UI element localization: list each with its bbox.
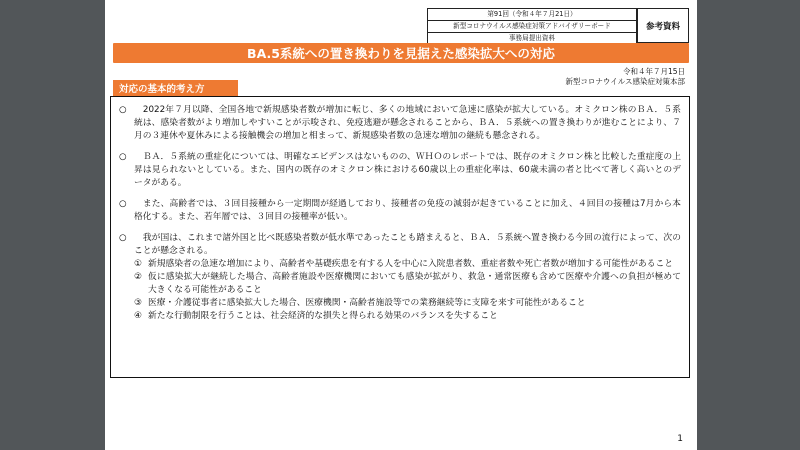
concern-list — [134, 258, 681, 323]
list-item — [134, 271, 681, 297]
document-title: BA.5系統への置き換わりを見据えた感染拡大への対応 — [113, 43, 689, 63]
list-item — [134, 297, 681, 310]
bullet-mark: ○ — [119, 233, 127, 243]
meeting-info-table — [427, 8, 637, 45]
paragraph — [119, 232, 681, 323]
item-number: ④ — [134, 311, 142, 321]
meeting-line: 第91回（令和４年７月21日） — [428, 9, 637, 21]
bullet-mark: ○ — [119, 105, 127, 115]
item-text: 医療・介護従事者に感染拡大した場合、医療機関・高齢者施設等での業務継続等に支障を来す可能性があること — [148, 298, 586, 308]
document-page — [105, 0, 697, 450]
item-number: ① — [134, 259, 142, 269]
date-block — [565, 67, 685, 87]
paragraph-text: ＢＡ．５系統の重症化については、明確なエビデンスはないものの、ＷＨＯのレポートでは、既存のオミクロン株と比較した重症度の上昇は見られないとしている。また、国内の既存のオミクロン株における60歳以上の重症化率は、60歳未満の者と比べて著しく高いとのデータがある。 — [134, 152, 681, 188]
paragraph — [119, 151, 681, 190]
organization: 新型コロナウイルス感染症対策本部 — [565, 77, 685, 86]
issue-date: 令和４年７月15日 — [622, 67, 685, 76]
content-box — [110, 96, 690, 378]
list-item — [134, 258, 681, 271]
item-number: ③ — [134, 298, 142, 308]
paragraph-intro: 我が国は、これまで諸外国と比べ既感染者数が低水準であったことも踏まえると、ＢＡ．５系統へ置き換わる今回の流行によって、次のことが懸念される。 — [134, 233, 681, 256]
board-line: 新型コロナウイルス感染症対策アドバイザリーボード — [428, 21, 637, 33]
paragraph-text: 2022年７月以降、全国各地で新規感染者数が増加に転じ、多くの地域において急速に感染が拡大している。オミクロン株のＢＡ．５系統は、感染者数がより増加しやすいことが示唆され、免疫逃避が懸念されることから、ＢＡ．５系統への置き換わりが進むことにより、７月の３連休や夏休みによる接触機会の増加と相まって、新規感染者数の急速な増加の継続も懸念される。 — [134, 105, 681, 141]
paragraph-text — [134, 232, 681, 323]
paragraph-text: また、高齢者では、３回目接種から一定期間が経過しており、接種者の免疫の減弱が起きていることに加え、４回目の接種は7月から本格化する。また、若年層では、３回目の接種率が低い。 — [134, 199, 681, 222]
list-item — [134, 310, 681, 323]
section-label: 対応の基本的考え方 — [113, 80, 238, 96]
paragraph — [119, 104, 681, 143]
page-number: 1 — [677, 434, 683, 444]
bullet-mark: ○ — [119, 199, 127, 209]
reference-label: 参考資料 — [637, 8, 689, 43]
bullet-mark: ○ — [119, 152, 127, 162]
item-text: 新規感染者の急速な増加により、高齢者や基礎疾患を有する人を中心に入院患者数、重症者数や死亡者数が増加する可能性があること — [148, 259, 673, 269]
item-text: 新たな行動制限を行うことは、社会経済的な損失と得られる効果のバランスを失すること — [148, 311, 498, 321]
item-number: ② — [134, 272, 142, 282]
paragraph — [119, 198, 681, 224]
item-text: 仮に感染拡大が継続した場合、高齢者施設や医療機関においても感染が拡がり、救急・通常医療も含めて医療や介護への負担が極めて大きくなる可能性があること — [148, 272, 681, 295]
submitter-line: 事務局提出資料 — [428, 33, 637, 45]
